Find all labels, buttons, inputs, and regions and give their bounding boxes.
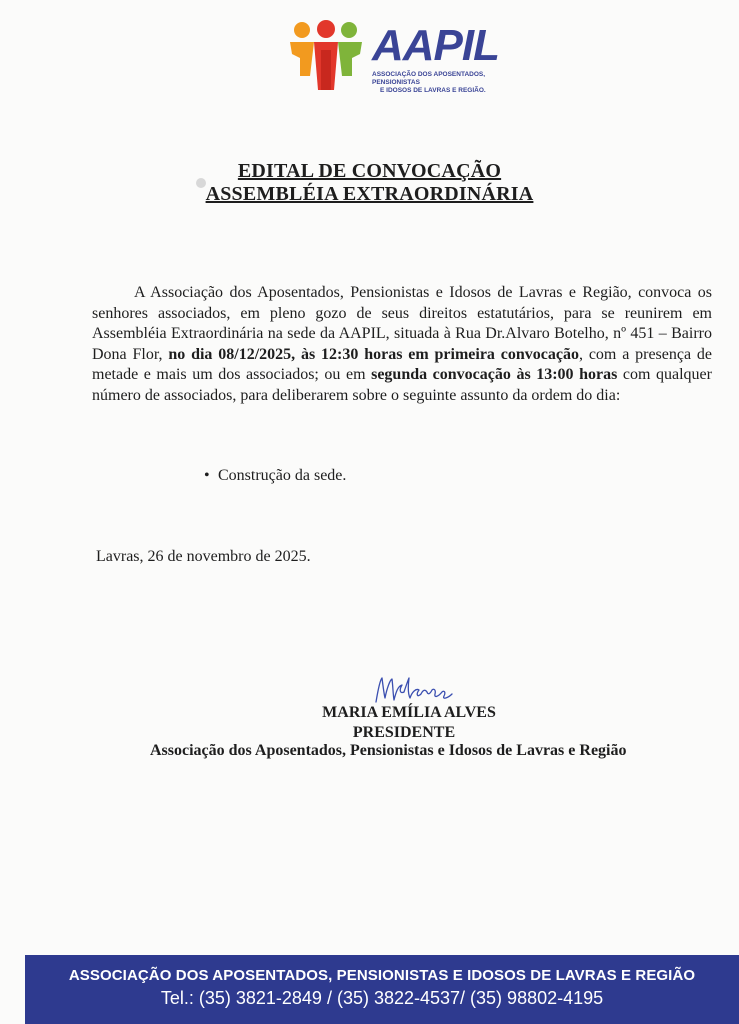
footer-phones: Tel.: (35) 3821-2849 / (35) 3822-4537/ (35) 98802-4195 [160, 988, 604, 1008]
logo-subtitle-line1: ASSOCIAÇÃO DOS APOSENTADOS, PENSIONISTAS [372, 71, 486, 86]
paragraph-text-3: com qualquer número de associados, para deliberarem sobre o seguinte assunto da ordem do dia: [92, 366, 712, 404]
signatory-name: MARIA EMÍLIA ALVES [322, 704, 496, 721]
logo-subtitle-line2: E IDOSOS DE LAVRAS E REGIÃO. [380, 87, 486, 94]
paragraph-text-2: , com a presença de metade e mais um dos associados; ou em [92, 345, 713, 383]
bullet-icon: • [204, 467, 210, 484]
aapil-logo [288, 20, 508, 92]
agenda-item-text: Construção da sede. [218, 467, 347, 484]
signatory-role: PRESIDENTE [352, 724, 456, 741]
second-call-time: segunda convocação às 13:00 horas [371, 366, 618, 383]
handwritten-signature [372, 672, 454, 706]
document-subtitle: ASSEMBLÉIA EXTRAORDINÁRIA [205, 183, 534, 205]
paragraph-text-1: A Associação dos Aposentados, Pensionistas e Idosos de Lavras e Região, convoca os senhores associados, em pleno gozo de seus direitos estatutários, para se reunirem em Assembléia Extraordinária na sede da AAPIL, situada à Rua Dr.Alvaro Botelho, nº 451 – Bairro Dona Flor, [92, 284, 712, 363]
first-call-datetime: no dia 08/12/2025, às 12:30 horas em primeira convocação [168, 345, 579, 363]
document-title: EDITAL DE CONVOCAÇÃO [237, 160, 502, 182]
logo-subtitle [372, 71, 512, 95]
logo-name: AAPIL [372, 21, 499, 70]
convocation-paragraph [92, 283, 712, 406]
footer-banner [25, 955, 739, 1024]
footer-organization: ASSOCIAÇÃO DOS APOSENTADOS, PENSIONISTAS E IDOSOS DE LAVRAS E REGIÃO [68, 967, 696, 984]
place-date: Lavras, 26 de novembro de 2025. [96, 548, 311, 565]
signatory-organization: Associação dos Aposentados, Pensionistas e Idosos de Lavras e Região [150, 742, 627, 759]
people-logo-icon [288, 20, 364, 92]
agenda-item [204, 467, 346, 485]
